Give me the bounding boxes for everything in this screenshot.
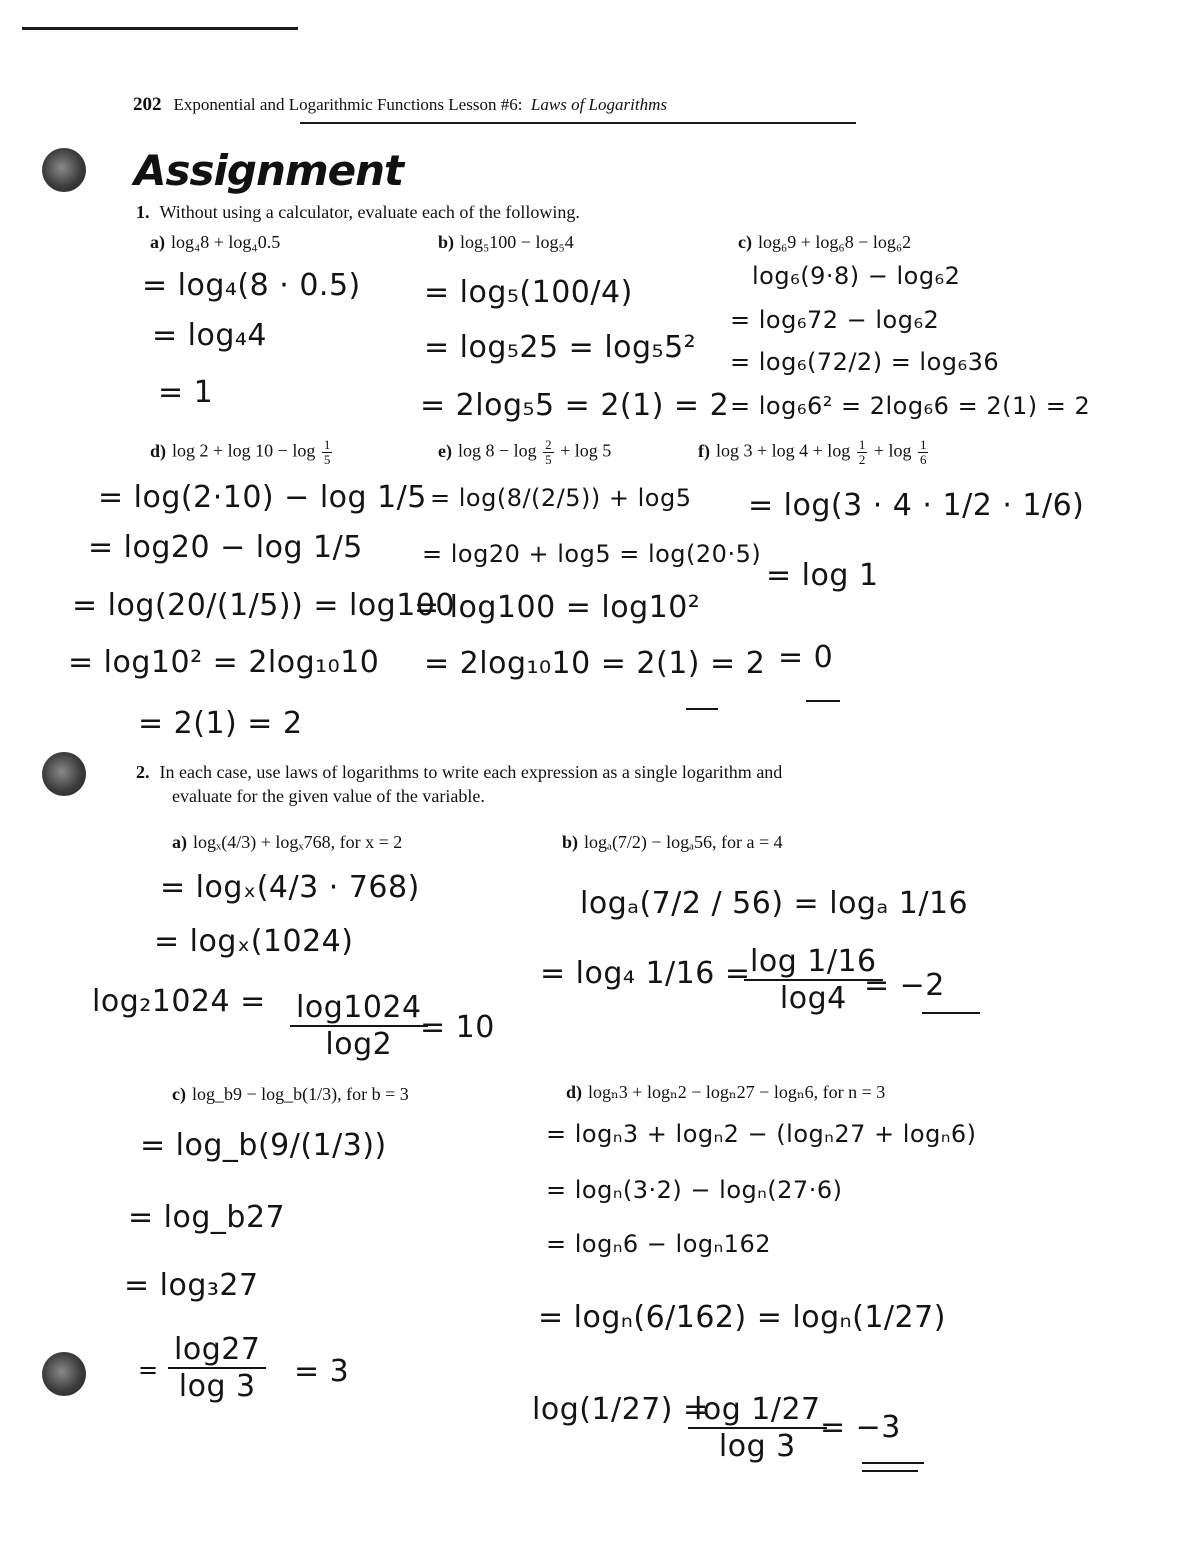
q2c-equals: =	[138, 1356, 159, 1384]
q2b-expression	[562, 832, 783, 853]
q1c-work-line: = log₆72 − log₆2	[730, 306, 940, 334]
question-2-text-line2: evaluate for the given value of the variable.	[172, 786, 485, 806]
q2c-expr: log_b9 − log_b(1/3), for b = 3	[191, 1084, 409, 1104]
q1a-expr: log₄8 + log₄0.5	[171, 232, 281, 252]
q2a-fraction	[290, 990, 428, 1062]
q1a-work-line: = 1	[158, 375, 214, 410]
q1e-expr-tail: + log 5	[560, 440, 612, 461]
q1c-expression	[738, 232, 911, 253]
q1f-frac2-den: 6	[919, 452, 927, 467]
q2a-frac-den: log2	[325, 1027, 393, 1062]
q1f-expr-mid: + log	[873, 440, 912, 461]
q2c-work-line: = log₃27	[124, 1268, 259, 1303]
q1f-expression	[698, 438, 930, 467]
q2c-work-line: = 3	[294, 1354, 350, 1389]
q1f-frac-num: 1	[858, 437, 866, 452]
q2d-expr: logₙ3 + logₙ2 − logₙ27 − logₙ6, for n = 3	[588, 1082, 886, 1102]
q2d-work-line: = logₙ6 − logₙ162	[546, 1230, 771, 1258]
answer-underline	[686, 708, 718, 710]
q2b-work-line: logₐ(7/2 / 56) = logₐ 1/16	[580, 886, 969, 921]
q1b-label: b)	[438, 232, 455, 252]
q1d-work-line: = log(20/(1/5)) = log100	[72, 588, 455, 623]
q1d-work-line: = log(2·10) − log 1/5	[98, 480, 427, 515]
answer-underline	[862, 1462, 924, 1464]
q2c-label: c)	[172, 1084, 186, 1104]
q2d-work-line: = logₙ(3·2) − logₙ(27·6)	[546, 1176, 843, 1204]
assignment-heading: Assignment	[134, 146, 404, 195]
q2a-work-line: = 10	[420, 1010, 495, 1045]
q1f-fraction	[857, 438, 868, 467]
q1f-work-line: = 0	[778, 640, 834, 675]
q1a-expression	[150, 232, 280, 253]
q1d-work-line: = log20 − log 1/5	[88, 530, 363, 565]
q2b-fraction	[744, 944, 883, 1016]
q1a-label: a)	[150, 232, 165, 252]
header-title: Exponential and Logarithmic Functions Lesson #6:	[173, 95, 523, 114]
q1e-work-line: = log100 = log10²	[414, 590, 701, 625]
q2d-label: d)	[566, 1082, 583, 1102]
q1c-expr: log₆9 + log₆8 − log₆2	[757, 232, 912, 252]
q1d-frac-num: 1	[323, 437, 331, 452]
q1d-frac-den: 5	[323, 452, 331, 467]
question-1-prompt	[136, 202, 580, 223]
q2d-frac-den: log 3	[718, 1429, 796, 1464]
q2c-frac-den: log 3	[178, 1369, 256, 1404]
q2b-frac-den: log4	[779, 981, 847, 1016]
q2d-work-line: = logₙ(6/162) = logₙ(1/27)	[538, 1300, 946, 1335]
q2d-fraction	[688, 1392, 827, 1464]
q2a-expression	[172, 832, 402, 853]
page-header	[133, 94, 667, 116]
answer-underline	[922, 1012, 980, 1014]
q2d-work-line: log(1/27) =	[532, 1392, 709, 1427]
q2d-frac-num: log 1/27	[688, 1392, 827, 1429]
q1e-frac-den: 5	[545, 452, 552, 467]
q2c-expression	[172, 1084, 409, 1105]
q2a-work-line: log₂1024 =	[92, 984, 266, 1019]
q1a-work-line: = log₄(8 · 0.5)	[142, 268, 361, 303]
q1b-work-line: = 2log₅5 = 2(1) = 2	[420, 388, 730, 423]
q2c-work-line: = log_b27	[128, 1200, 286, 1235]
q2b-work-line: = −2	[864, 968, 945, 1003]
q2b-frac-num: log 1/16	[744, 944, 883, 981]
q2a-expr: logₓ(4/3) + logₓ768, for x = 2	[193, 832, 403, 852]
q2d-work-line: = logₙ3 + logₙ2 − (logₙ27 + logₙ6)	[546, 1120, 977, 1148]
q1f-expr: log 3 + log 4 + log	[716, 440, 851, 461]
q2b-expr: logₐ(7/2) − logₐ56, for a = 4	[584, 832, 783, 852]
q1f-label: f)	[698, 440, 710, 461]
question-2-number: 2.	[136, 762, 150, 782]
q2d-work-line: = −3	[820, 1410, 901, 1445]
q1e-work-line: = log20 + log5 = log(20·5)	[422, 540, 762, 568]
question-1-number: 1.	[136, 202, 150, 222]
q1c-work-line: = log₆6² = 2log₆6 = 2(1) = 2	[730, 392, 1091, 420]
q2a-work-line: = logₓ(1024)	[154, 924, 354, 959]
question-2-prompt	[136, 762, 782, 783]
binder-hole-icon	[42, 148, 86, 192]
q1c-work-line: log₆(9·8) − log₆2	[752, 262, 961, 290]
q1f-fraction-2	[918, 438, 929, 467]
q1e-frac-num: 2	[545, 437, 552, 452]
q1c-label: c)	[738, 232, 752, 252]
q1e-label: e)	[438, 440, 452, 461]
header-subtitle: Laws of Logarithms	[530, 95, 667, 114]
q1f-frac2-num: 1	[919, 437, 927, 452]
q1d-work-line: = 2(1) = 2	[138, 706, 303, 741]
q1d-work-line: = log10² = 2log₁₀10	[68, 645, 380, 680]
q1b-work-line: = log₅25 = log₅5²	[424, 330, 697, 365]
q1e-work-line: = log(8/(2/5)) + log5	[430, 484, 692, 512]
q1d-fraction	[322, 438, 333, 467]
q2c-frac-num: log27	[168, 1332, 266, 1369]
answer-underline	[806, 700, 840, 702]
q1b-expression	[438, 232, 574, 253]
q1f-work-line: = log(3 · 4 · 1/2 · 1/6)	[748, 488, 1085, 523]
question-2-text-line1: In each case, use laws of logarithms to write each expression as a single logarithm and	[159, 762, 783, 782]
q1a-work-line: = log₄4	[152, 318, 268, 353]
q2b-work-line: = log₄ 1/16 =	[540, 956, 751, 991]
q1b-expr: log₅100 − log₅4	[460, 232, 574, 252]
q1f-frac-den: 2	[858, 452, 866, 467]
q1d-expr: log 2 + log 10 − log	[172, 440, 316, 461]
scan-top-rule	[22, 27, 298, 30]
answer-underline	[862, 1470, 918, 1472]
q2c-fraction	[168, 1332, 266, 1404]
q2a-frac-num: log1024	[290, 990, 428, 1027]
page-number: 202	[133, 94, 162, 115]
q1d-label: d)	[150, 440, 167, 461]
question-1-text: Without using a calculator, evaluate each of the following.	[159, 202, 580, 222]
binder-hole-icon	[42, 1352, 86, 1396]
q1b-work-line: = log₅(100/4)	[424, 275, 633, 310]
q1f-work-line: = log 1	[766, 558, 879, 593]
q2a-work-line: = logₓ(4/3 · 768)	[160, 870, 420, 905]
q2c-work-line: = log_b(9/(1/3))	[140, 1128, 387, 1163]
q1e-expression	[438, 438, 611, 467]
q2b-label: b)	[562, 832, 579, 852]
q1d-expression	[150, 438, 334, 467]
header-rule	[300, 122, 856, 124]
q1e-work-line: = 2log₁₀10 = 2(1) = 2	[424, 646, 766, 681]
q2a-label: a)	[172, 832, 187, 852]
q2d-expression	[566, 1082, 885, 1103]
binder-hole-icon	[42, 752, 86, 796]
q1e-fraction	[543, 438, 554, 467]
q1c-work-line: = log₆(72/2) = log₆36	[730, 348, 1000, 376]
q1e-expr: log 8 − log	[457, 440, 537, 461]
